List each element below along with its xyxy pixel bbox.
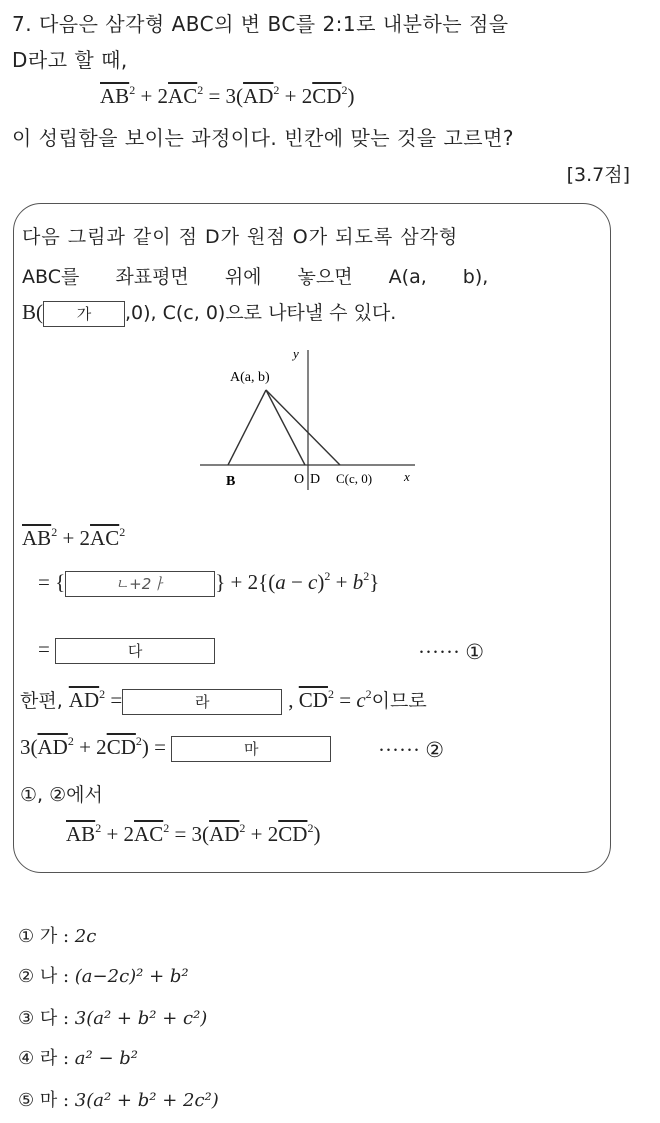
b-rest: ,0), C(c, 0)으로 나타낼 수 있다. [125, 302, 397, 324]
derivation-ad: 한편, $\overline{AD}^2$ = 라 , $\overline{CD}^2 = c^2$이므로 [20, 686, 427, 715]
points-label: [3.7점] [566, 164, 630, 186]
choice-3-tag: 다 [39, 1008, 58, 1029]
question-line-2: D라고 할 때, [12, 48, 128, 72]
choice-5[interactable]: ⑤ 마 : 3(a² + b² + 2c²) [18, 1090, 219, 1111]
question-line-1: 7. 다음은 삼각형 ABC의 변 BC를 2:1로 내분하는 점을 [12, 12, 509, 36]
choice-4[interactable]: ④ 라 : a² − b² [18, 1048, 138, 1069]
choice-2[interactable]: ② 나 : (a−2c)² + b² [18, 966, 189, 987]
derivation-rhs: $3(\overline{AD}^2 + 2\overline{CD}^2)$ = 마 [20, 735, 331, 762]
label-d: D [310, 472, 321, 487]
label-a: A(a, b) [230, 370, 270, 385]
mark-2: ······ ② [378, 738, 445, 762]
side-ad [266, 390, 305, 465]
blank-ga: 가 [43, 301, 125, 327]
choice-5-num: ⑤ [18, 1090, 35, 1111]
label-y: y [293, 346, 299, 361]
question-line-3: 이 성립함을 보이는 과정이다. 빈칸에 맞는 것을 고르면? [12, 126, 515, 150]
choice-1[interactable]: ① 가 : 2c [18, 926, 97, 947]
coordinate-graph [190, 345, 420, 495]
choice-1-tag: 가 [39, 926, 58, 947]
blank-na: ㄴ+2ㅏ [65, 571, 215, 597]
label-b: B [226, 474, 236, 489]
meanwhile-label: 한편, [20, 690, 63, 712]
label-c: C(c, 0) [336, 471, 373, 486]
choice-2-tag: 나 [39, 966, 58, 987]
choice-3[interactable]: ③ 다 : 3(a² + b² + c²) [18, 1008, 208, 1029]
box-intro-1: 다음 그림과 같이 점 D가 원점 O가 되도록 삼각형 [22, 226, 459, 248]
choice-2-num: ② [18, 966, 35, 987]
choice-3-num: ③ [18, 1008, 35, 1029]
choice-4-tag: 라 [39, 1048, 58, 1069]
side-ab [228, 390, 266, 465]
conclusion-equation: $\overline{AB}^2 + 2\overline{AC}^2 = 3(\overline{AD}^2 + 2\overline{CD}^2)$ [66, 821, 321, 846]
from-label: ①, ②에서 [20, 784, 103, 806]
derivation-step-1: = { ㄴ+2ㅏ } + $2\{(a - c)^2 + b^2\}$ [38, 570, 379, 597]
label-o: O [294, 472, 305, 487]
derivation-step-2: = 다 [38, 637, 215, 664]
blank-ra: 라 [122, 689, 282, 715]
blank-da: 다 [55, 638, 215, 664]
choice-5-expr: 3(a² + b² + 2c²) [74, 1090, 219, 1111]
choice-1-expr: 2c [74, 926, 97, 947]
box-intro-3 [22, 298, 396, 327]
box-intro-2: ABC를 좌표평면 위에 놓으면 A(a, b), [22, 266, 489, 288]
b-open: B( [22, 300, 43, 324]
choice-2-expr: (a−2c)² + b² [74, 966, 189, 987]
blank-ma: 마 [171, 736, 331, 762]
choice-3-expr: 3(a² + b² + c²) [74, 1008, 208, 1029]
choice-4-num: ④ [18, 1048, 35, 1069]
choice-4-expr: a² − b² [74, 1048, 138, 1069]
main-equation: $\overline{AB}^2 + 2\overline{AC}^2 = 3(\overline{AD}^2 + 2\overline{CD}^2)$ [100, 83, 355, 108]
mark-1: ······ ① [418, 640, 485, 664]
label-x: x [404, 469, 410, 484]
choice-5-tag: 마 [39, 1090, 58, 1111]
cd-tail: 이므로 [371, 690, 427, 712]
derivation-lhs: $\overline{AB}^2 + 2\overline{AC}^2$ [22, 525, 126, 550]
side-ac [266, 390, 340, 465]
choice-1-num: ① [18, 926, 35, 947]
